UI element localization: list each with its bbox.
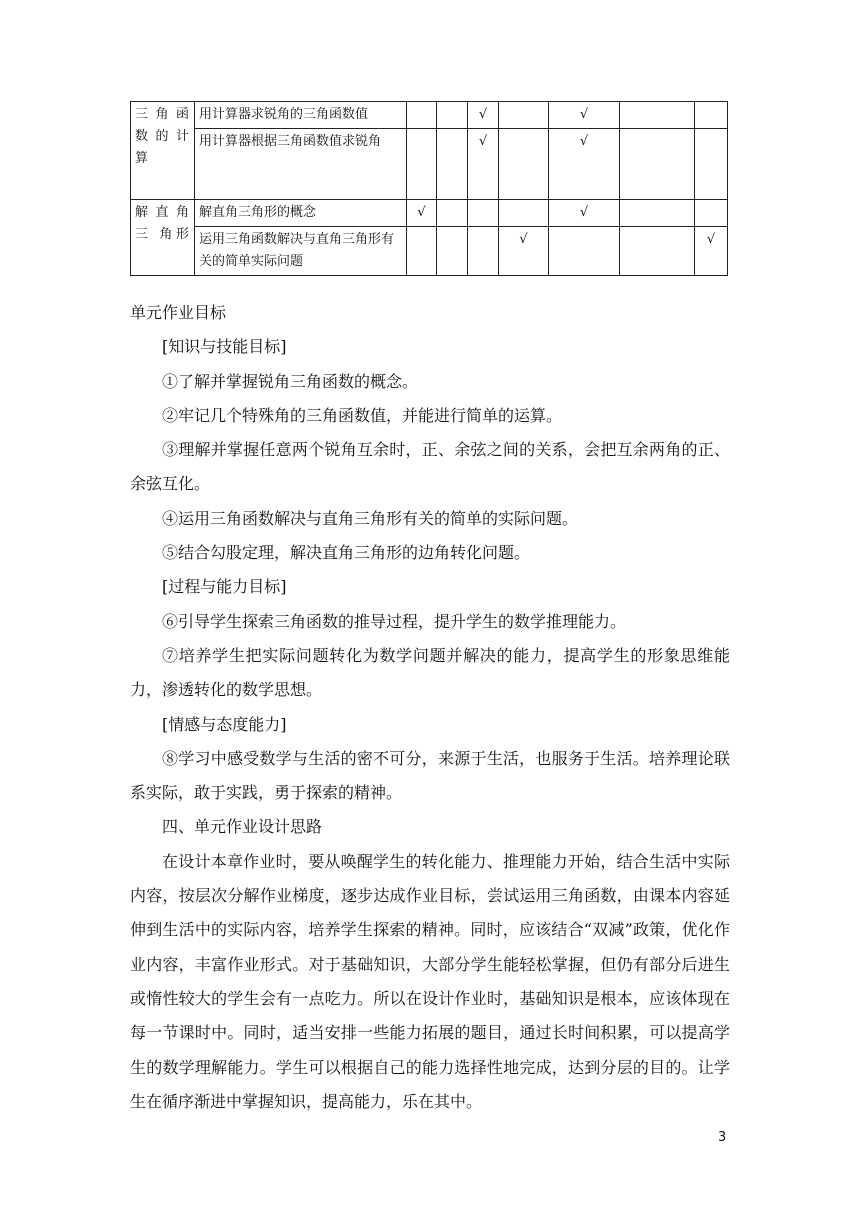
category-cell: 解 直 角 三 角形 xyxy=(131,200,195,276)
check-cell xyxy=(499,200,549,227)
goal-item: ④运用三角函数解决与直角三角形有关的简单的实际问题。 xyxy=(162,508,579,528)
table-row xyxy=(131,200,728,227)
goal-item: ⑤结合勾股定理，解决直角三角形的边角转化问题。 xyxy=(162,543,531,563)
check-cell xyxy=(695,200,728,227)
check-cell xyxy=(695,129,728,200)
body-text xyxy=(130,296,730,1119)
check-cell: √ xyxy=(549,129,620,200)
check-cell: √ xyxy=(468,129,499,200)
section-title: 单元作业目标 xyxy=(130,303,227,322)
check-cell xyxy=(437,227,468,276)
check-cell xyxy=(437,102,468,129)
check-cell xyxy=(695,102,728,129)
section-title: 四、单元作业设计思路 xyxy=(162,817,323,837)
table-row xyxy=(131,227,728,276)
check-cell xyxy=(407,227,437,276)
check-cell: √ xyxy=(499,227,549,276)
check-cell xyxy=(407,129,437,200)
check-cell xyxy=(620,227,695,276)
check-cell xyxy=(549,227,620,276)
section-paragraph: 在设计本章作业时，要从唤醒学生的转化能力、推理能力开始，结合生活中实际内容，按层次分解作业梯度，逐步达成作业目标，尝试运用三角函数，由课本内容延伸到生活中的实际内容，培养学生探索的精神。同时，应该结合“双减”政策，优化作业内容，丰富作业形式。对于基础知识，大部分学生能轻松掌握，但仍有部分后进生或惰性较大的学生会有一点吃力。所以在设计作业时，基础知识是根本，应该体现在每一节课时中。同时，适当安排一些能力拓展的题目，通过长时间积累，可以提高学生的数学理解能力。学生可以根据自己的能力选择性地完成，达到分层的目的。让学生在循序渐进中掌握知识，提高能力，乐在其中。 xyxy=(130,851,730,1111)
content-cell: 用计算器求锐角的三角函数值 xyxy=(195,102,407,129)
check-cell xyxy=(620,200,695,227)
check-cell: √ xyxy=(549,102,620,129)
check-cell xyxy=(620,102,695,129)
page-number: 3 xyxy=(718,1130,727,1145)
table-row xyxy=(131,129,728,200)
goal-item: ①了解并掌握锐角三角函数的概念。 xyxy=(162,371,419,391)
check-cell xyxy=(468,200,499,227)
goal-item: ⑥引导学生探索三角函数的推导过程，提升学生的数学推理能力。 xyxy=(162,611,627,631)
check-cell: √ xyxy=(695,227,728,276)
subsection-heading: [知识与技能目标] xyxy=(162,337,287,357)
subsection-heading: [过程与能力目标] xyxy=(162,577,287,597)
check-cell xyxy=(499,129,549,200)
check-cell xyxy=(620,129,695,200)
goal-item: ③理解并掌握任意两个锐角互余时，正、余弦之间的关系，会把互余两角的正、余弦互化。 xyxy=(130,440,730,494)
table-row xyxy=(131,102,728,129)
goal-item: ⑦培养学生把实际问题转化为数学问题并解决的能力，提高学生的形象思维能力，渗透转化的数学思想。 xyxy=(130,645,730,700)
check-cell: √ xyxy=(407,200,437,227)
check-cell xyxy=(407,102,437,129)
subsection-heading: [情感与态度能力] xyxy=(162,714,287,734)
check-cell: √ xyxy=(549,200,620,227)
content-cell: 运用三角函数解决与直角三角形有关的简单实际问题 xyxy=(195,227,407,276)
check-cell: √ xyxy=(468,102,499,129)
check-cell xyxy=(499,102,549,129)
content-cell: 解直角三角形的概念 xyxy=(195,200,407,227)
knowledge-table xyxy=(130,101,728,276)
check-cell xyxy=(437,129,468,200)
goal-item: ⑧学习中感受数学与生活的密不可分，来源于生活，也服务于生活。培养理论联系实际，敢于实践，勇于探索的精神。 xyxy=(130,748,730,803)
category-cell: 三 角 函 数 的 计 算 xyxy=(131,102,195,200)
content-cell: 用计算器根据三角函数值求锐角 xyxy=(195,129,407,200)
goal-item: ②牢记几个特殊角的三角函数值，并能进行简单的运算。 xyxy=(162,405,563,425)
check-cell xyxy=(468,227,499,276)
check-cell xyxy=(437,200,468,227)
